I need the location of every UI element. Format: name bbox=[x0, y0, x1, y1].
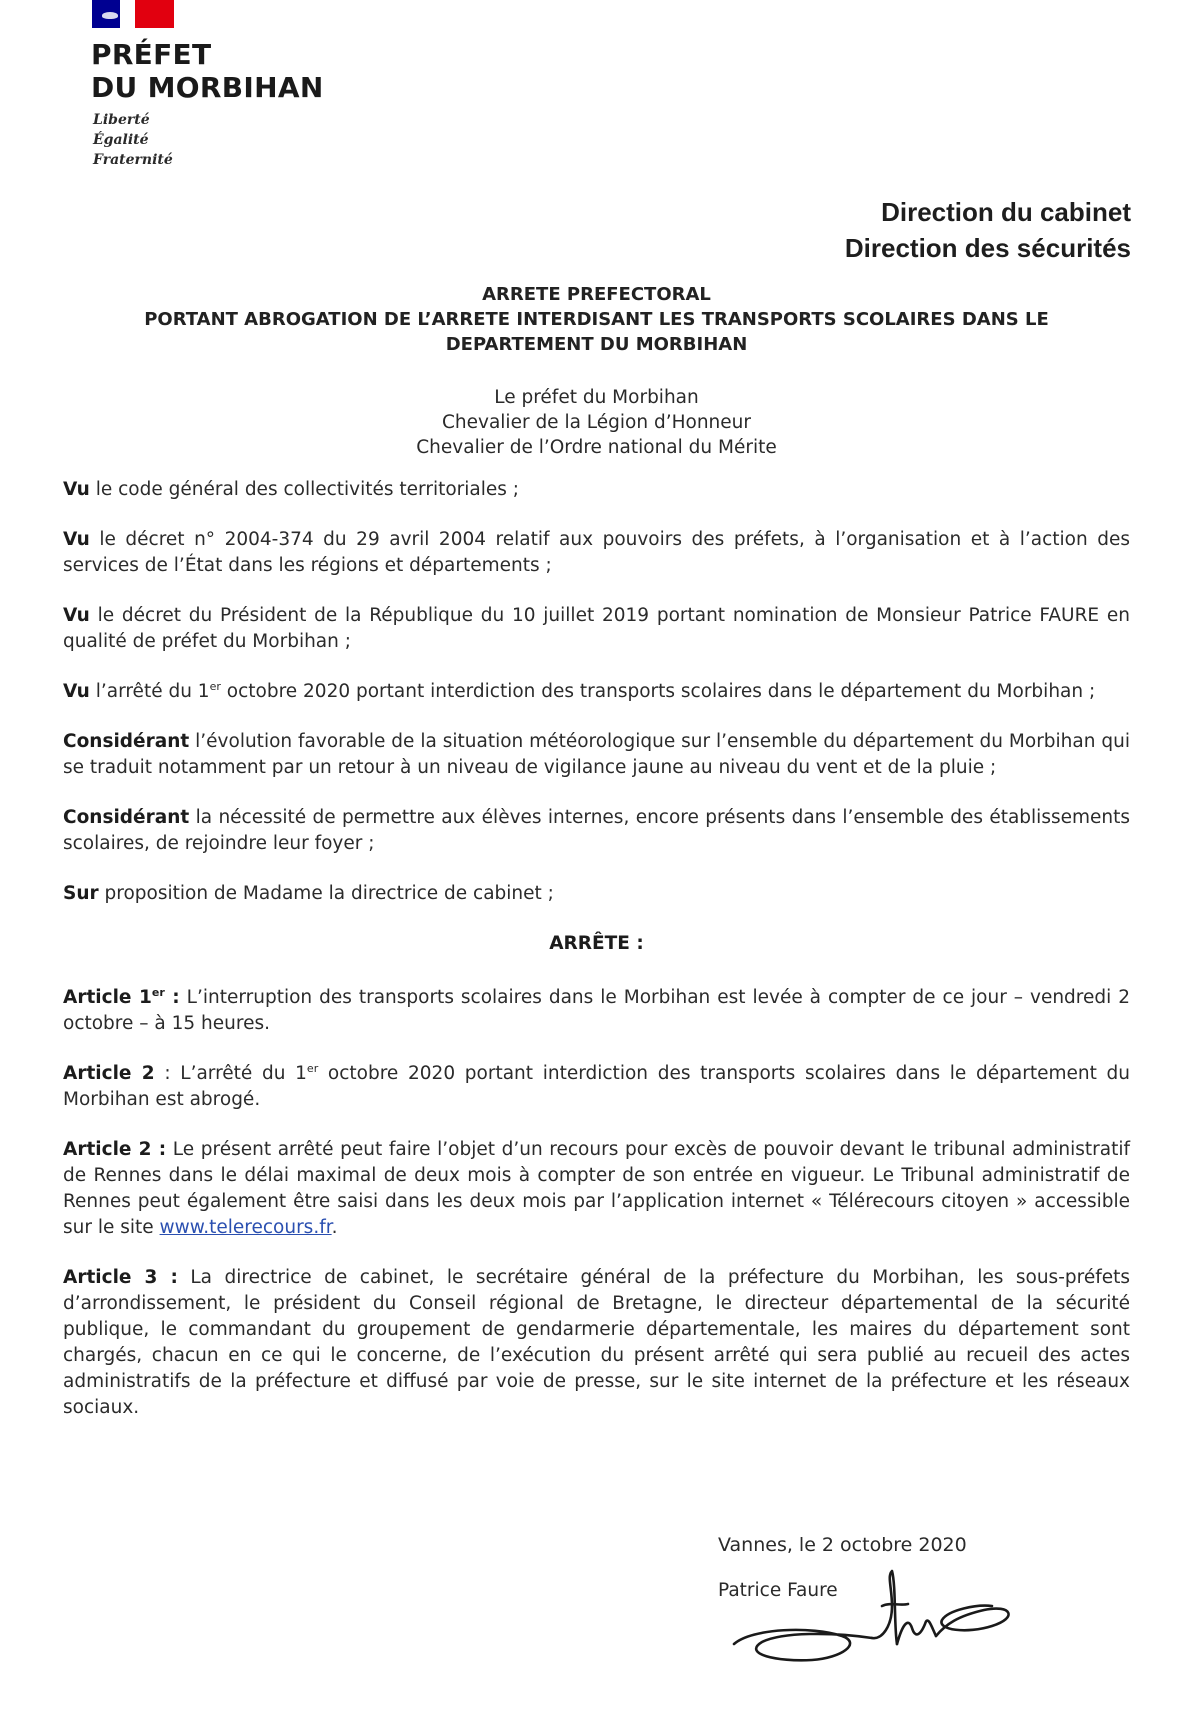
article-text: octobre 2020 portant interdiction des transports scolaires dans le département du Morbihan est abrogé. bbox=[63, 1063, 1131, 1110]
visa-lead: Vu bbox=[63, 529, 90, 550]
article-lead: Article 3 : bbox=[63, 1267, 178, 1288]
visa-text: octobre 2020 portant interdiction des transports scolaires dans le département du Morbihan ; bbox=[220, 681, 1096, 702]
visa-lead: Vu bbox=[63, 605, 90, 626]
motto-egalite: Égalité bbox=[93, 132, 149, 148]
visa-text: l’arrêté du 1 bbox=[89, 681, 210, 702]
proposition-lead: Sur bbox=[63, 883, 99, 904]
republic-motto bbox=[93, 110, 173, 170]
arrete-heading: ARRÊTE : bbox=[549, 933, 644, 954]
considerant-paragraph bbox=[63, 729, 1130, 781]
considerant-paragraph bbox=[63, 805, 1130, 857]
decree-title-line1: ARRETE PREFECTORAL bbox=[482, 284, 711, 305]
article-paragraph bbox=[63, 985, 1130, 1037]
article-text: L’interruption des transports scolaires dans le Morbihan est levée à compter de ce jour – vendredi 2 octobre – à 15 heures. bbox=[63, 987, 1130, 1034]
article-text: . bbox=[331, 1217, 338, 1238]
issuing-direction bbox=[845, 194, 1131, 266]
visa-lead: Vu bbox=[63, 681, 90, 702]
decree-title-line3: DEPARTEMENT DU MORBIHAN bbox=[445, 334, 748, 355]
article-number: Article 1 bbox=[63, 987, 152, 1008]
decree-title-line2: PORTANT ABROGATION DE L’ARRETE INTERDISANT LES TRANSPORTS SCOLAIRES DANS LE bbox=[144, 309, 1049, 330]
prefecture-title bbox=[91, 38, 324, 104]
direction-cabinet: Direction du cabinet bbox=[881, 197, 1131, 227]
signer-name: Patrice Faure bbox=[718, 1580, 838, 1601]
prefet-line1: Le préfet du Morbihan bbox=[494, 387, 699, 408]
prefecture-title-line2: DU MORBIHAN bbox=[91, 71, 324, 104]
article-lead: Article 2 bbox=[63, 1063, 155, 1084]
decree-title bbox=[63, 282, 1130, 357]
considerant-text: la nécessité de permettre aux élèves internes, encore présents dans l’ensemble des établissements scolaires, de rejoindre leur foyer ; bbox=[63, 807, 1130, 854]
marianne-flag-icon bbox=[92, 0, 174, 28]
article-paragraph bbox=[63, 1061, 1130, 1113]
article-lead bbox=[63, 987, 180, 1008]
visa-paragraph bbox=[63, 603, 1130, 655]
visa-text: le décret du Président de la République du 10 juillet 2019 portant nomination de Monsieur Patrice FAURE en qualité de préfet du Morbihan ; bbox=[63, 605, 1130, 652]
prefet-line3: Chevalier de l’Ordre national du Mérite bbox=[416, 437, 777, 458]
prefet-line2: Chevalier de la Légion d’Honneur bbox=[441, 412, 751, 433]
decree-body bbox=[63, 477, 1130, 1445]
visa-paragraph bbox=[63, 527, 1130, 579]
visa-paragraph bbox=[63, 679, 1130, 705]
motto-fraternite: Fraternité bbox=[93, 152, 173, 168]
handwritten-signature-icon bbox=[722, 1566, 1022, 1666]
prefecture-title-line1: PRÉFET bbox=[91, 38, 212, 71]
proposition-paragraph bbox=[63, 881, 1130, 907]
article-text: Le présent arrêté peut faire l’objet d’un recours pour excès de pouvoir devant le tribunal administratif de Rennes dans le délai maximal de deux mois à compter de son entrée en vigueur. Le Tribunal administratif de Rennes peut également être saisi dans les deux mois par l’application internet « Télérecours citoyen » accessible sur le site bbox=[63, 1139, 1131, 1238]
prefet-identity bbox=[63, 385, 1130, 460]
ordinal-superscript: er bbox=[306, 1061, 319, 1075]
article-paragraph bbox=[63, 1137, 1130, 1241]
visa-text: le code général des collectivités territoriales ; bbox=[89, 479, 520, 500]
proposition-text: proposition de Madame la directrice de cabinet ; bbox=[98, 883, 554, 904]
ordinal-superscript: er bbox=[151, 985, 165, 999]
motto-liberte: Liberté bbox=[93, 112, 150, 128]
article-colon: : bbox=[164, 987, 180, 1008]
considerant-text: l’évolution favorable de la situation météorologique sur l’ensemble du département du Morbihan qui se traduit notamment par un retour à un niveau de vigilance jaune au niveau du vent et de la pluie ; bbox=[63, 731, 1130, 778]
telerecours-link[interactable]: www.telerecours.fr bbox=[159, 1217, 332, 1238]
signature-date: Vannes, le 2 octobre 2020 bbox=[718, 1534, 967, 1556]
ordinal-superscript: er bbox=[209, 679, 221, 693]
article-text: La directrice de cabinet, le secrétaire général de la préfecture du Morbihan, les sous-préfets d’arrondissement, le président du Conseil régional de Bretagne, le directeur départemental de la sécurité publique, le commandant du groupement de gendarmerie départementale, les maires du département sont chargés, chacun en ce qui le concerne, de l’exécution du présent arrêté qui sera publié au recueil des actes administratifs de la préfecture et diffusé par voie de presse, sur le site internet de la préfecture et les réseaux sociaux. bbox=[63, 1267, 1130, 1418]
article-paragraph bbox=[63, 1265, 1130, 1421]
direction-securites: Direction des sécurités bbox=[844, 233, 1131, 263]
visa-text: le décret n° 2004-374 du 29 avril 2004 relatif aux pouvoirs des préfets, à l’organisation et à l’action des services de l’État dans les régions et départements ; bbox=[63, 529, 1130, 576]
considerant-lead: Considérant bbox=[63, 807, 190, 828]
article-lead: Article 2 : bbox=[63, 1139, 167, 1160]
considerant-lead: Considérant bbox=[63, 731, 190, 752]
visa-lead: Vu bbox=[63, 479, 90, 500]
article-text: : L’arrêté du 1 bbox=[154, 1063, 307, 1084]
visa-paragraph bbox=[63, 477, 1130, 503]
